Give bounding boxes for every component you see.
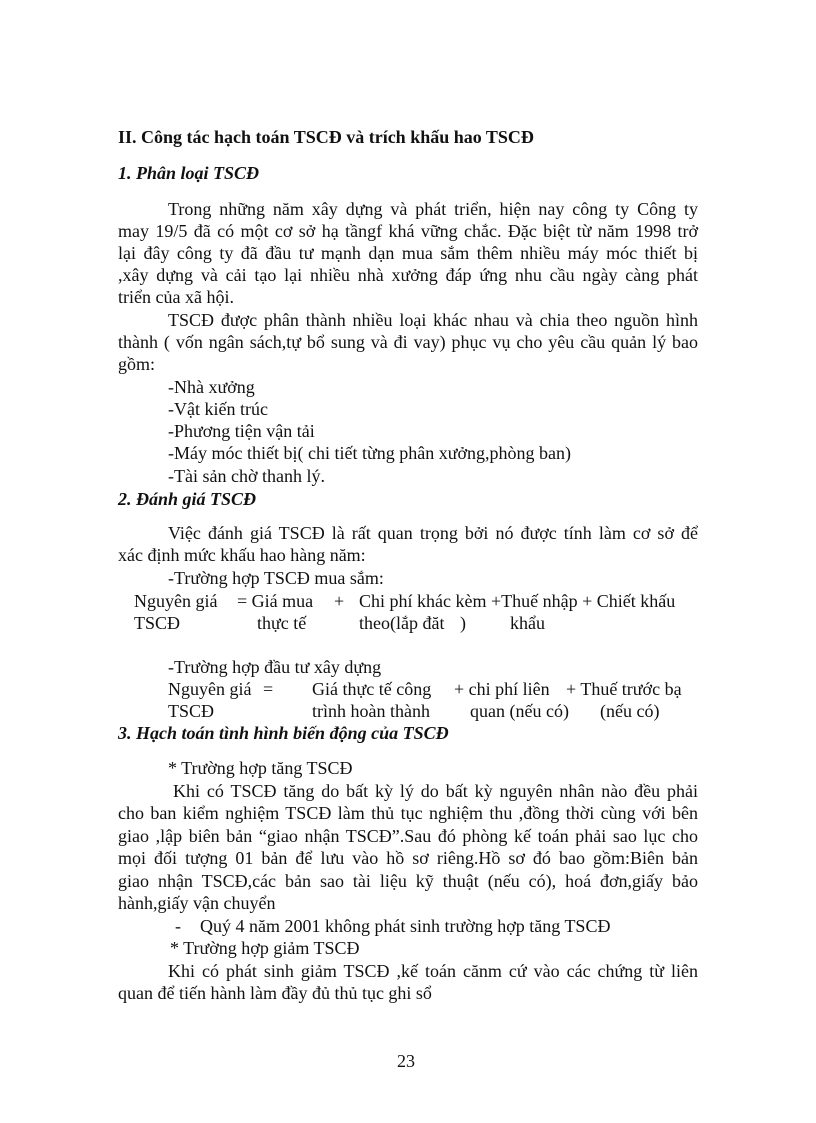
section-2-title: 2. Đánh giá TSCĐ — [118, 489, 257, 509]
paragraph-line: TSCĐ được phân thành nhiều loại khác nhau và chia theo nguồn hình — [168, 310, 698, 330]
paragraph-line: Việc đánh giá TSCĐ là rất quan trọng bởi nó được tính làm cơ sở để — [168, 523, 698, 543]
case-label: * Trường hợp giảm TSCĐ — [170, 938, 360, 958]
paragraph-line: thành ( vốn ngân sách,tự bổ sung và đi vay) phục vụ cho yêu cầu quản lý bao — [118, 332, 698, 352]
formula-cell: Chi phí khác kèm +Thuế nhập + Chiết khấu — [359, 591, 676, 611]
list-item: -Phương tiện vận tải — [168, 421, 315, 441]
paragraph-line: mọi đối tượng 01 bản để lưu vào hồ sơ riêng.Hồ sơ đó bao gồm:Biên bản — [118, 848, 698, 868]
formula-cell: + chi phí liên — [454, 679, 550, 699]
paragraph-line: Khi có phát sinh giảm TSCĐ ,kế toán cănm cứ vào các chứng từ liên — [168, 961, 698, 981]
case-label: -Trường hợp đầu tư xây dựng — [168, 657, 382, 677]
formula-cell: ) — [460, 613, 466, 633]
paragraph-line: hành,giấy vận chuyển — [118, 893, 276, 913]
formula-cell: trình hoàn thành — [312, 701, 430, 721]
paragraph-line: gồm: — [118, 354, 156, 374]
formula-cell: khẩu — [510, 613, 545, 633]
formula-cell: TSCĐ — [134, 613, 181, 633]
formula-cell: Nguyên giá — [134, 591, 218, 611]
main-heading: II. Công tác hạch toán TSCĐ và trích khấu hao TSCĐ — [118, 127, 534, 147]
section-1-title: 1. Phân loại TSCĐ — [118, 163, 260, 183]
bullet-text: Quý 4 năm 2001 không phát sinh trường hợp tăng TSCĐ — [200, 916, 611, 936]
list-item: -Tài sản chờ thanh lý. — [168, 466, 325, 486]
paragraph-line: may 19/5 đã có một cơ sở hạ tầngf khá vững chắc. Đặc biệt từ năm 1998 trở — [118, 221, 698, 241]
list-item: -Máy móc thiết bị( chi tiết từng phân xưởng,phòng ban) — [168, 443, 571, 463]
formula-cell: + Thuế trước bạ — [566, 679, 682, 699]
formula-cell: Giá thực tế công — [312, 679, 432, 699]
list-item: -Vật kiến trúc — [168, 399, 268, 419]
list-item: -Nhà xưởng — [168, 377, 255, 397]
paragraph-line: xác định mức khấu hao hàng năm: — [118, 545, 366, 565]
formula-cell: = Giá mua — [237, 591, 314, 611]
formula-cell: + — [334, 591, 345, 611]
page-number: 23 — [397, 1051, 415, 1071]
formula-cell: quan (nếu có) — [470, 701, 569, 721]
paragraph-line: quan để tiến hành làm đầy đủ thủ tục ghi sổ — [118, 983, 432, 1003]
paragraph-line: cho ban kiểm nghiệm TSCĐ làm thủ tục nghiệm thu ,đồng thời cùng với bên — [118, 803, 698, 823]
bullet-dash: - — [175, 916, 181, 936]
formula-cell: thực tế — [257, 613, 307, 633]
paragraph-line: lại đây công ty đã đầu tư mạnh dạn mua sắm thêm nhiều máy móc thiết bị — [118, 243, 698, 263]
formula-cell: (nếu có) — [600, 701, 660, 721]
section-3-title: 3. Hạch toán tình hình biến động của TSCĐ — [118, 723, 449, 743]
formula-cell: TSCĐ — [168, 701, 215, 721]
paragraph-line: Trong những năm xây dựng và phát triển, hiện nay công ty Công ty — [168, 199, 698, 219]
paragraph-line: triển của xã hội. — [118, 287, 234, 307]
case-label: * Trường hợp tăng TSCĐ — [168, 758, 353, 778]
paragraph-line: giao nhận TSCĐ,các bản sao tài liệu kỹ thuật (nếu có), hoá đơn,giấy bảo — [118, 871, 698, 891]
formula-cell: = — [263, 679, 274, 699]
paragraph-line: ,xây dựng và cải tạo lại nhiều nhà xưởng đáp ứng nhu cầu ngày càng phát — [118, 265, 698, 285]
formula-cell: theo(lắp đăt — [359, 613, 445, 633]
paragraph-line: giao ,lập biên bản “giao nhận TSCĐ”.Sau đó phòng kế toán phải sao lục cho — [118, 826, 698, 846]
paragraph-line: Khi có TSCĐ tăng do bất kỳ lý do bất kỳ nguyên nhân nào đều phải — [173, 781, 698, 801]
case-label: -Trường hợp TSCĐ mua sắm: — [168, 568, 384, 588]
formula-cell: Nguyên giá — [168, 679, 252, 699]
